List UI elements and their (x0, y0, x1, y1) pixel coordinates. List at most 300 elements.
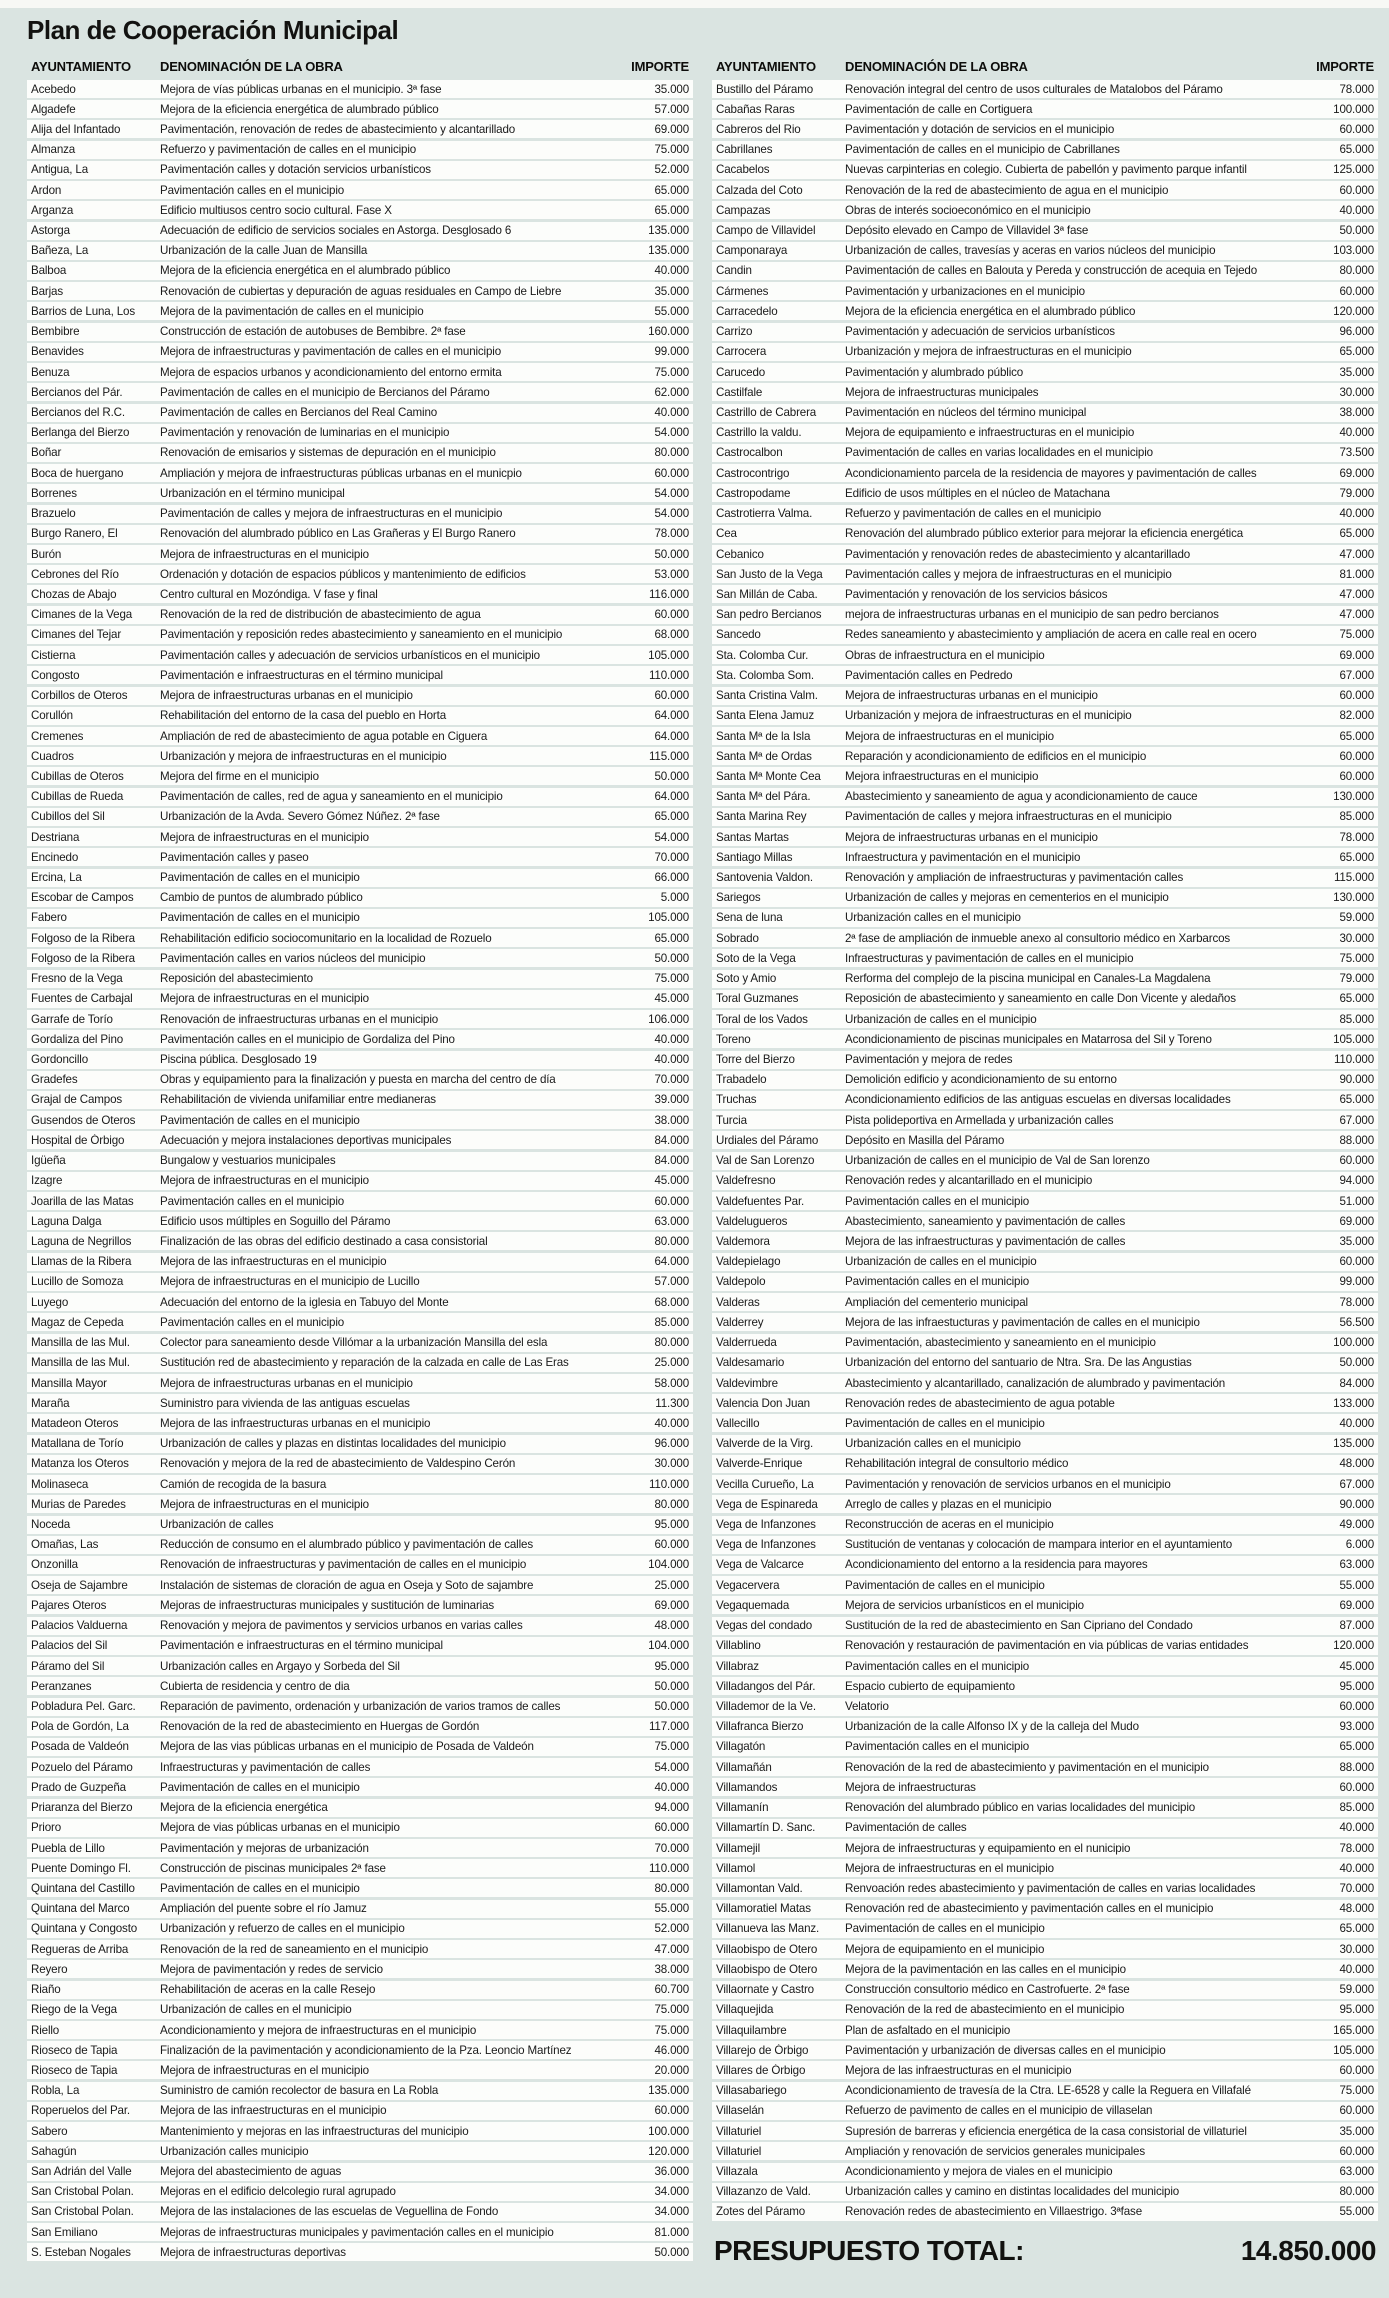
cell-importe: 65.000 (1339, 143, 1374, 157)
cell-importe: 85.000 (1339, 1012, 1374, 1026)
cell-obra: Mejora de la eficiencia energética de alumbrado público (160, 102, 439, 116)
table-row (712, 1313, 1378, 1331)
cell-obra: Pavimentación de calles en Bercianos del Real Camino (160, 406, 438, 419)
table-row (27, 2001, 693, 2019)
cell-obra: Urbanización calles municipio (160, 2144, 309, 2158)
cell-obra: Depósito elevado en Campo de Villavidel 3ª fase (845, 224, 1089, 238)
cell-ayuntamiento: Gordoncillo (31, 1053, 88, 1066)
cell-ayuntamiento: Borrenes (31, 486, 77, 500)
cell-ayuntamiento: Gordaliza del Pino (31, 1032, 124, 1046)
table-row (27, 1758, 693, 1776)
table-row (27, 1212, 693, 1230)
cell-ayuntamiento: Villaturiel (716, 2124, 762, 2138)
cell-obra: Refuerzo de pavimento de calles en el municipio de villaselan (845, 2104, 1153, 2118)
table-row (27, 1778, 693, 1796)
cell-ayuntamiento: Villamañán (716, 1760, 772, 1774)
cell-importe: 65.000 (1339, 850, 1374, 864)
cell-obra: Renovación de la red de abastecimiento en Huergas de Gordón (160, 1720, 480, 1734)
cell-importe: 105.000 (1333, 2043, 1374, 2057)
cell-importe: 80.000 (1339, 264, 1374, 278)
cell-ayuntamiento: Riello (31, 2023, 60, 2037)
table-row (712, 666, 1378, 684)
cell-importe: 125.000 (1333, 163, 1374, 177)
cell-ayuntamiento: Cubillos del Sil (31, 810, 105, 824)
table-row (712, 2082, 1378, 2100)
table-row (27, 889, 693, 907)
cell-importe: 95.000 (1339, 2003, 1374, 2017)
cell-obra: Renovación y restauración de pavimentación en via públicas de varias entidades (845, 1639, 1249, 1653)
cell-importe: 100.000 (1333, 102, 1374, 116)
cell-obra: Pavimentación de calles en el municipio (845, 1416, 1045, 1430)
cell-obra: Urbanización de calles (160, 1518, 274, 1532)
cell-obra: Pavimentación y renovación de servicios urbanos en el municipio (845, 1477, 1171, 1491)
cell-obra: Obras y equipamiento para la finalización y puesta en marcha del centro de día (160, 1073, 556, 1087)
cell-importe: 120.000 (1333, 1639, 1374, 1653)
table-row (27, 869, 693, 887)
cell-importe: 99.000 (654, 345, 689, 359)
cell-obra: Ampliación y mejora de infraestructuras públicas urbanas en el municpio (160, 466, 522, 480)
cell-importe: 54.000 (654, 426, 689, 440)
cell-ayuntamiento: Fabero (31, 911, 67, 925)
cell-importe: 60.000 (1339, 689, 1374, 703)
cell-ayuntamiento: Algadefe (31, 102, 76, 116)
cell-obra: Mejora de las infraestucturas y pavimentación de calles en el municipio (845, 1315, 1200, 1329)
cell-ayuntamiento: Cebanico (716, 547, 764, 561)
table-row (712, 444, 1378, 462)
cell-importe: 40.000 (654, 1032, 689, 1046)
table-row (27, 1516, 693, 1534)
cell-importe: 90.000 (1339, 1073, 1374, 1087)
cell-ayuntamiento: Quintana del Marco (31, 1902, 130, 1916)
cell-importe: 40.000 (654, 1416, 689, 1430)
cell-importe: 84.000 (654, 1133, 689, 1147)
table-row (27, 424, 693, 442)
cell-ayuntamiento: Bustillo del Páramo (716, 82, 814, 96)
cell-obra: Pavimentación, renovación de redes de abastecimiento y alcantarillado (160, 122, 516, 136)
cell-obra: Infraestructuras y pavimentación de calles en el municipio (845, 951, 1134, 965)
left-column (27, 54, 693, 2267)
cell-obra: Pavimentación calles en el municipio (845, 1275, 1030, 1289)
cell-importe: 30.000 (1339, 931, 1374, 945)
cell-obra: Mejora de espacios urbanos y acondicionamiento del entorno ermita (160, 365, 502, 379)
table-row (712, 525, 1378, 543)
cell-importe: 40.000 (1339, 1821, 1374, 1835)
cell-obra: Urbanización de calles y plazas en distintas localidades del municipio (160, 1437, 506, 1451)
table-row (712, 2021, 1378, 2039)
cell-obra: Renovación red de abastecimiento y pavimentación calles en el municipio (845, 1902, 1214, 1916)
table-row (712, 1091, 1378, 1109)
cell-obra: Renovación y mejora de pavimentos y servicios urbanos en varias calles (160, 1619, 523, 1633)
cell-obra: Urbanización y mejora de infraestructuras en el municipio (845, 709, 1132, 723)
cell-ayuntamiento: Sta. Colomba Som. (716, 668, 814, 682)
cell-ayuntamiento: Prado de Guzpeña (31, 1780, 126, 1794)
cell-obra: Pavimentación calles y adecuación de servicios urbanísticos en el municipio (160, 648, 540, 662)
table-row (27, 929, 693, 947)
cell-importe: 47.000 (1339, 547, 1374, 561)
cell-ayuntamiento: Molinaseca (31, 1477, 89, 1491)
table-row (712, 1051, 1378, 1069)
cell-ayuntamiento: Boñar (31, 446, 62, 460)
cell-importe: 100.000 (1333, 1336, 1374, 1350)
cell-obra: Pavimentación y adecuación de servicios urbanísticos (845, 325, 1115, 339)
table-row (27, 1839, 693, 1857)
table-row (27, 161, 693, 179)
table-row (27, 909, 693, 927)
table-row (712, 363, 1378, 381)
table-row (712, 949, 1378, 967)
cell-ayuntamiento: Soto de la Vega (716, 951, 796, 965)
cell-importe: 87.000 (1339, 1619, 1374, 1633)
cell-ayuntamiento: Carracedelo (716, 304, 778, 318)
cell-importe: 64.000 (654, 709, 689, 723)
cell-obra: Mejora de infraestructuras urbanas en el municipio (845, 830, 1098, 844)
cell-importe: 135.000 (648, 2084, 689, 2098)
cell-obra: Bungalow y vestuarios municipales (160, 1154, 336, 1168)
cell-ayuntamiento: Laguna de Negrillos (31, 1234, 132, 1248)
cell-obra: Acondicionamiento parcela de la residencia de mayores y pavimentación de calles (845, 466, 1257, 480)
cell-obra: Mejora de infraestructuras en el municipio (845, 729, 1054, 743)
table-row (27, 788, 693, 806)
cell-importe: 30.000 (654, 1457, 689, 1471)
page-title: Plan de Cooperación Municipal (27, 15, 399, 45)
cell-ayuntamiento: Mansilla de las Mul. (31, 1336, 130, 1350)
cell-ayuntamiento: Acebedo (31, 82, 76, 96)
table-row (27, 2243, 693, 2261)
cell-importe: 40.000 (654, 1053, 689, 1066)
table-row (712, 242, 1378, 260)
cell-importe: 48.000 (1339, 1457, 1374, 1471)
table-row (27, 242, 693, 260)
cell-obra: Mantenimiento y mejoras en las infraestructuras del municipio (160, 2124, 469, 2138)
cell-ayuntamiento: Brazuelo (31, 507, 76, 521)
table-row (712, 484, 1378, 502)
cell-obra: Renovación de infraestructuras urbanas en el municipio (160, 1012, 439, 1026)
cell-importe: 65.000 (1339, 992, 1374, 1006)
table-row (27, 1475, 693, 1493)
table-row (27, 1718, 693, 1736)
cell-obra: Pista polideportiva en Armellada y urbanización calles (845, 1113, 1114, 1127)
cell-importe: 135.000 (648, 244, 689, 258)
cell-ayuntamiento: Valverde de la Virg. (716, 1437, 814, 1451)
table-row (712, 707, 1378, 725)
cell-ayuntamiento: Berlanga del Bierzo (31, 426, 130, 440)
table-row (27, 666, 693, 684)
table-row (27, 1960, 693, 1978)
cell-importe: 69.000 (1339, 1598, 1374, 1612)
cell-ayuntamiento: San Adrián del Valle (31, 2165, 132, 2179)
cell-ayuntamiento: Pobladura Pel. Garc. (31, 1700, 136, 1713)
cell-ayuntamiento: Corullón (31, 709, 73, 723)
cell-obra: Demolición edificio y acondicionamiento de su entorno (845, 1073, 1117, 1087)
cell-ayuntamiento: Vega de Espinareda (716, 1497, 818, 1511)
cell-importe: 67.000 (1339, 1477, 1374, 1491)
cell-importe: 59.000 (1339, 911, 1374, 925)
cell-ayuntamiento: Santa Mª Monte Cea (716, 769, 821, 783)
cell-obra: Renovación de cubiertas y depuración de aguas residuales en Campo de Liebre (160, 284, 562, 298)
table-row (27, 970, 693, 988)
cell-importe: 120.000 (648, 2144, 689, 2158)
cell-obra: Acondicionamiento de piscinas municipales en Matarrosa del Sil y Toreno (845, 1032, 1212, 1046)
cell-ayuntamiento: Carrocera (716, 345, 767, 359)
cell-ayuntamiento: Cármenes (716, 284, 769, 298)
cell-obra: Pavimentación de calles, red de agua y saneamiento en el municipio (160, 790, 503, 804)
cell-ayuntamiento: San Cristobal Polan. (31, 2205, 134, 2219)
cell-importe: 82.000 (1339, 709, 1374, 723)
cell-obra: Pavimentación calles en el municipio (160, 1315, 345, 1329)
cell-obra: Instalación de sistemas de cloración de agua en Oseja y Soto de sajambre (160, 1578, 534, 1592)
cell-ayuntamiento: Quintana del Castillo (31, 1881, 135, 1895)
table-row (27, 1091, 693, 1109)
table-row (27, 484, 693, 502)
cell-obra: Mejora de pavimentación y redes de servicio (160, 1962, 383, 1976)
cell-importe: 81.000 (1339, 567, 1374, 581)
cell-ayuntamiento: Santovenia Valdon. (716, 871, 813, 885)
cell-importe: 67.000 (1339, 1113, 1374, 1127)
cell-ayuntamiento: Sariegos (716, 891, 761, 905)
cell-ayuntamiento: Magaz de Cepeda (31, 1315, 124, 1329)
table-row (712, 1677, 1378, 1695)
cell-obra: Reposición de abastecimiento y saneamiento en calle Don Vicente y aledaños (845, 992, 1236, 1006)
cell-ayuntamiento: Puente Domingo Fl. (31, 1861, 131, 1875)
cell-obra: Mejora de infraestructuras urbanas en el municipio (160, 689, 413, 703)
cell-obra: Pavimentación y renovación de luminarias en el municipio (160, 426, 450, 440)
table-row (27, 1334, 693, 1352)
table-row (27, 565, 693, 583)
cell-importe: 30.000 (1339, 1942, 1374, 1956)
table-row (27, 1030, 693, 1048)
cell-obra: Pavimentación y renovación redes de abastecimiento y alcantarillado (845, 547, 1191, 561)
table-row (27, 747, 693, 765)
cell-ayuntamiento: Urdiales del Páramo (716, 1133, 819, 1147)
table-row (712, 727, 1378, 745)
cell-importe: 6.000 (1345, 1538, 1374, 1552)
cell-ayuntamiento: Cabañas Raras (716, 102, 795, 116)
cell-obra: Rerforma del complejo de la piscina municipal en Canales-La Magdalena (845, 972, 1211, 986)
table-row (27, 444, 693, 462)
cell-obra: Mejoras de infraestructuras municipales y sustitución de luminarias (160, 1598, 495, 1612)
cell-obra: Renovación y ampliación de infraestructuras y pavimentación calles (845, 871, 1184, 885)
table-row (712, 2142, 1378, 2160)
cell-importe: 116.000 (649, 587, 689, 601)
table-row (27, 626, 693, 644)
cell-importe: 85.000 (1339, 1801, 1374, 1815)
table-row (27, 1799, 693, 1817)
table-row (27, 222, 693, 240)
cell-ayuntamiento: Vega de Infanzones (716, 1538, 816, 1552)
table-row (712, 2203, 1378, 2221)
table-row (27, 1293, 693, 1311)
cell-obra: Mejora de las infraestructuras en el municipio (160, 1255, 387, 1269)
cell-ayuntamiento: Vegaquemada (716, 1598, 790, 1612)
table-row (27, 707, 693, 725)
right-column-header (712, 54, 1378, 80)
cell-ayuntamiento: Valderrey (716, 1315, 764, 1329)
cell-ayuntamiento: Matanza los Oteros (31, 1457, 129, 1471)
cell-importe: 60.000 (654, 1538, 689, 1552)
table-row (712, 1212, 1378, 1230)
cell-obra: Refuerzo y pavimentación de calles en el municipio (845, 507, 1102, 521)
cell-importe: 39.000 (654, 1093, 689, 1107)
cell-importe: 60.000 (1339, 1780, 1374, 1794)
cell-importe: 75.000 (654, 143, 689, 157)
cell-importe: 60.000 (654, 608, 689, 622)
table-row (712, 1354, 1378, 1372)
cell-importe: 60.000 (1339, 183, 1374, 197)
cell-importe: 80.000 (654, 1234, 689, 1248)
cell-ayuntamiento: Pozuelo del Páramo (31, 1760, 133, 1774)
table-columns (0, 54, 1389, 2267)
cell-ayuntamiento: Trabadelo (716, 1073, 767, 1087)
table-row (27, 727, 693, 745)
cell-importe: 80.000 (1339, 2185, 1374, 2199)
cell-obra: Construcción de piscinas municipales 2ª fase (160, 1861, 386, 1875)
cell-importe: 45.000 (654, 992, 689, 1006)
cell-importe: 81.000 (654, 2225, 689, 2239)
cell-obra: Urbanización de calles en el municipio (845, 1255, 1037, 1269)
cell-ayuntamiento: Valderrueda (716, 1336, 777, 1350)
table-row (27, 1536, 693, 1554)
cell-ayuntamiento: Fresno de la Vega (31, 972, 123, 986)
cell-ayuntamiento: Valdefresno (716, 1174, 776, 1188)
table-row (27, 1859, 693, 1877)
cell-ayuntamiento: Valencia Don Juan (716, 1396, 810, 1410)
cell-obra: Edificio multiusos centro socio cultural. Fase X (160, 203, 392, 217)
cell-obra: Mejora de las infraestructuras en el municipio (160, 2104, 387, 2118)
cell-ayuntamiento: Gusendos de Oteros (31, 1113, 136, 1127)
table-row (712, 404, 1378, 422)
cell-obra: Mejora de infraestructuras en el municipio (160, 547, 369, 561)
cell-obra: Supresión de barreras y eficiencia energética de la casa consistorial de villaturiel (845, 2124, 1247, 2138)
cell-importe: 110.000 (649, 1861, 689, 1875)
table-row (712, 1981, 1378, 1999)
cell-obra: Mejora de equipamiento e infraestructuras en el municipio (845, 426, 1135, 440)
cell-importe: 63.000 (1339, 1558, 1374, 1572)
table-row (27, 383, 693, 401)
table-row (712, 1799, 1378, 1817)
cell-ayuntamiento: Toreno (716, 1032, 751, 1046)
cell-obra: Ampliación del cementerio municipal (845, 1295, 1028, 1309)
cell-ayuntamiento: Villamejil (716, 1841, 761, 1855)
cell-obra: Adecuación del entorno de la iglesia en Tabuyo del Monte (160, 1295, 449, 1309)
cell-importe: 69.000 (654, 1598, 689, 1612)
cell-obra: Pavimentación y mejora de redes (845, 1053, 1013, 1066)
table-row (712, 1718, 1378, 1736)
cell-importe: 88.000 (1339, 1760, 1374, 1774)
cell-importe: 75.000 (1339, 628, 1374, 642)
table-row (27, 1920, 693, 1938)
cell-ayuntamiento: Villafranca Bierzo (716, 1720, 804, 1734)
cell-obra: Mejora de las infraestructuras en el municipio (845, 2063, 1072, 2077)
cell-ayuntamiento: Villablino (716, 1639, 761, 1653)
cell-ayuntamiento: Mansilla de las Mul. (31, 1356, 130, 1370)
cell-ayuntamiento: Camponaraya (716, 244, 788, 258)
table-row (27, 464, 693, 482)
cell-ayuntamiento: Arganza (31, 203, 74, 217)
table-row (712, 2001, 1378, 2019)
cell-importe: 63.000 (1339, 2165, 1374, 2179)
cell-ayuntamiento: Villarejo de Órbigo (716, 2043, 809, 2057)
cell-importe: 60.000 (1339, 1154, 1374, 1168)
cell-ayuntamiento: Peranzanes (31, 1679, 92, 1693)
table-row (712, 1435, 1378, 1453)
cell-importe: 35.000 (654, 82, 689, 96)
cell-obra: Mejora de la pavimentación en las calles en el municipio (845, 1962, 1126, 1976)
cell-obra: Mejora de infraestructuras en el municipio (845, 1861, 1054, 1875)
cell-obra: Acondicionamiento y mejora de viales en el municipio (845, 2165, 1113, 2179)
cell-ayuntamiento: Cacabelos (716, 163, 770, 177)
cell-obra: Espacio cubierto de equipamiento (845, 1679, 1015, 1693)
table-row (27, 1637, 693, 1655)
cell-obra: Pavimentación de calles y mejora infraestructuras en el municipio (845, 810, 1172, 824)
cell-ayuntamiento: Cabrillanes (716, 143, 773, 157)
table-row (27, 1010, 693, 1028)
header-ayuntamiento: AYUNTAMIENTO (31, 58, 131, 74)
cell-ayuntamiento: Rioseco de Tapia (31, 2043, 118, 2057)
table-row (712, 262, 1378, 280)
cell-ayuntamiento: Valverde-Enrique (716, 1457, 803, 1471)
cell-importe: 95.000 (1339, 1679, 1374, 1693)
table-row (712, 808, 1378, 826)
cell-importe: 40.000 (654, 1780, 689, 1794)
table-row (712, 1920, 1378, 1938)
table-row (712, 80, 1378, 98)
cell-ayuntamiento: Congosto (31, 668, 80, 682)
cell-importe: 34.000 (654, 2185, 689, 2199)
table-row (712, 2122, 1378, 2140)
cell-importe: 88.000 (1339, 1133, 1374, 1147)
table-row (27, 1374, 693, 1392)
cell-importe: 30.000 (1339, 385, 1374, 399)
cell-ayuntamiento: Santa Mª de la Isla (716, 729, 811, 743)
table-row (712, 424, 1378, 442)
cell-obra: Reducción de consumo en el alumbrado público y pavimentación de calles (160, 1538, 533, 1552)
cell-ayuntamiento: Bembibre (31, 325, 80, 339)
cell-obra: Renvoación redes abastecimiento y pavimentación de calles en varias localidades (845, 1881, 1256, 1895)
cell-importe: 5.000 (660, 891, 689, 905)
cell-ayuntamiento: Noceda (31, 1518, 71, 1532)
table-row (27, 282, 693, 300)
table-row (27, 2061, 693, 2079)
cell-obra: Camión de recogida de la basura (160, 1477, 327, 1491)
cell-ayuntamiento: Izagre (31, 1174, 63, 1188)
cell-obra: Piscina pública. Desglosado 19 (160, 1053, 317, 1066)
table-row (712, 1111, 1378, 1129)
cell-importe: 55.000 (654, 304, 689, 318)
table-row (712, 585, 1378, 603)
cell-obra: Pavimentación de calles en el municipio (160, 1780, 360, 1794)
cell-importe: 56.500 (1339, 1315, 1374, 1329)
cell-ayuntamiento: Balboa (31, 264, 67, 278)
cell-ayuntamiento: San Cristobal Polan. (31, 2185, 134, 2199)
cell-obra: Pavimentación de calles en el municipio (160, 1881, 360, 1895)
cell-ayuntamiento: Riaño (31, 1983, 61, 1997)
cell-importe: 79.000 (1339, 486, 1374, 500)
cell-ayuntamiento: Villazanzo de Vald. (716, 2185, 811, 2199)
cell-obra: Pavimentación de calles en el municipio (160, 871, 360, 885)
cell-ayuntamiento: Valdevimbre (716, 1376, 778, 1390)
cell-ayuntamiento: Toral Guzmanes (716, 992, 799, 1006)
cell-ayuntamiento: Robla, La (31, 2084, 80, 2098)
cell-importe: 40.000 (1339, 1861, 1374, 1875)
cell-obra: Mejora de infraestructuras en el municipio (160, 992, 369, 1006)
cell-importe: 65.000 (654, 183, 689, 197)
cell-ayuntamiento: Villaobispo de Otero (716, 1962, 818, 1976)
cell-ayuntamiento: Igüeña (31, 1154, 66, 1168)
table-row (27, 1152, 693, 1170)
cell-ayuntamiento: Vecilla Curueño, La (716, 1477, 814, 1491)
cell-obra: Mejoras de infraestructuras municipales y pavimentación calles en el municipio (160, 2225, 554, 2239)
table-row (27, 1232, 693, 1250)
